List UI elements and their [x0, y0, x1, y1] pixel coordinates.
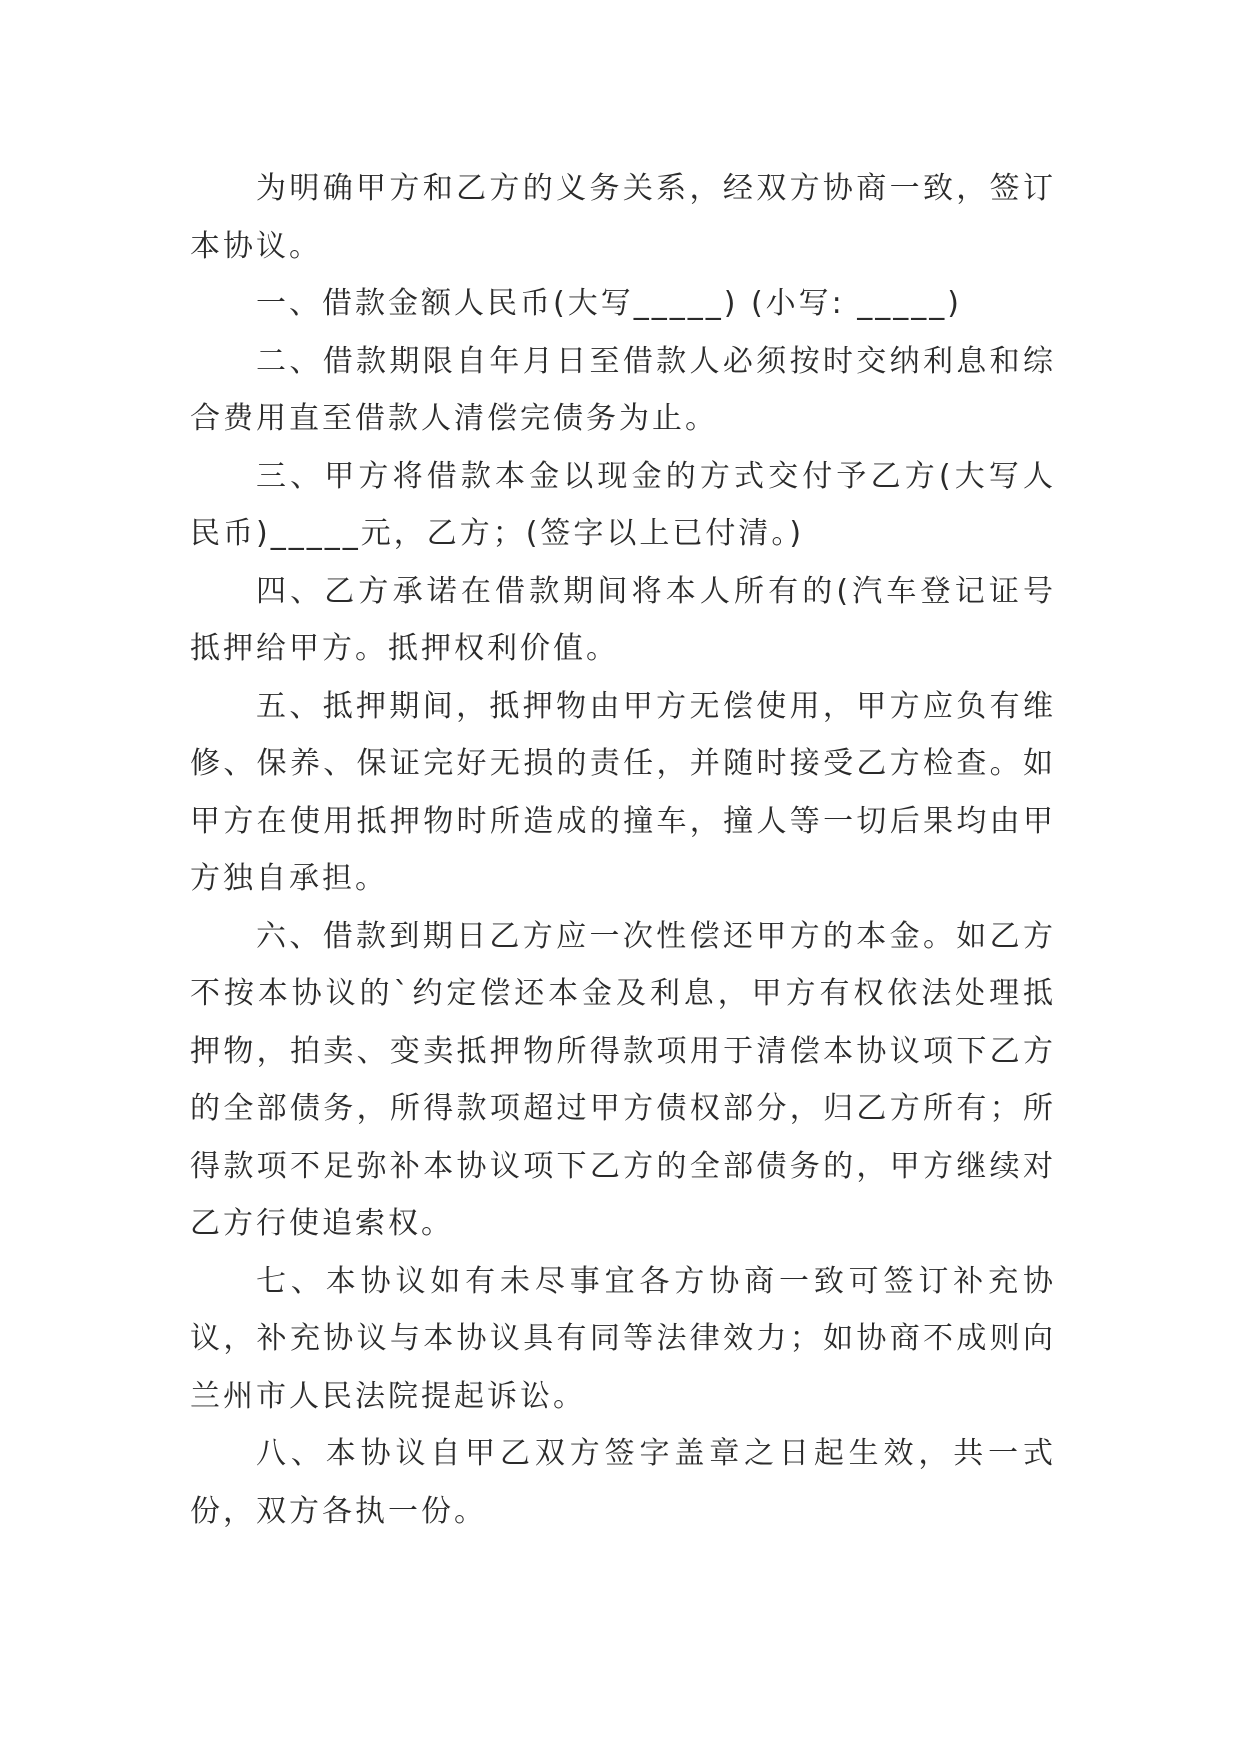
clause-8-effectiveness: 八、本协议自甲乙双方签字盖章之日起生效，共一式份，双方各执一份。 [190, 1436, 1056, 1529]
document-body [190, 160, 1056, 1540]
clause-6-repayment: 六、借款到期日乙方应一次性偿还甲方的本金。如乙方不按本协议的`约定偿还本金及利息，甲方有权依法处理抵押物，拍卖、变卖抵押物所得款项用于清偿本协议项下乙方的全部债务，所得款项超过甲方债权部分，归乙方所有；所得款项不足弥补本协议项下乙方的全部债务的，甲方继续对乙方行使追索权。 [190, 918, 1056, 1241]
paragraph-intro: 为明确甲方和乙方的义务关系，经双方协商一致，签订本协议。 [190, 171, 1056, 264]
clause-7-supplement: 七、本协议如有未尽事宜各方协商一致可签订补充协议，补充协议与本协议具有同等法律效力；如协商不成则向兰州市人民法院提起诉讼。 [190, 1263, 1056, 1414]
clause-5-collateral-use: 五、抵押期间，抵押物由甲方无偿使用，甲方应负有维修、保养、保证完好无损的责任，并随时接受乙方检查。如甲方在使用抵押物时所造成的撞车，撞人等一切后果均由甲方独自承担。 [190, 688, 1056, 896]
clause-4-collateral: 四、乙方承诺在借款期间将本人所有的(汽车登记证号抵押给甲方。抵押权利价值。 [190, 573, 1056, 666]
clause-2-loan-term: 二、借款期限自年月日至借款人必须按时交纳利息和综合费用直至借款人清偿完债务为止。 [190, 343, 1056, 436]
clause-3-payment: 三、甲方将借款本金以现金的方式交付予乙方(大写人民币)_____元，乙方；(签字以上已付清。) [190, 458, 1056, 551]
clause-1-loan-amount: 一、借款金额人民币(大写_____) (小写: _____) [256, 286, 962, 321]
